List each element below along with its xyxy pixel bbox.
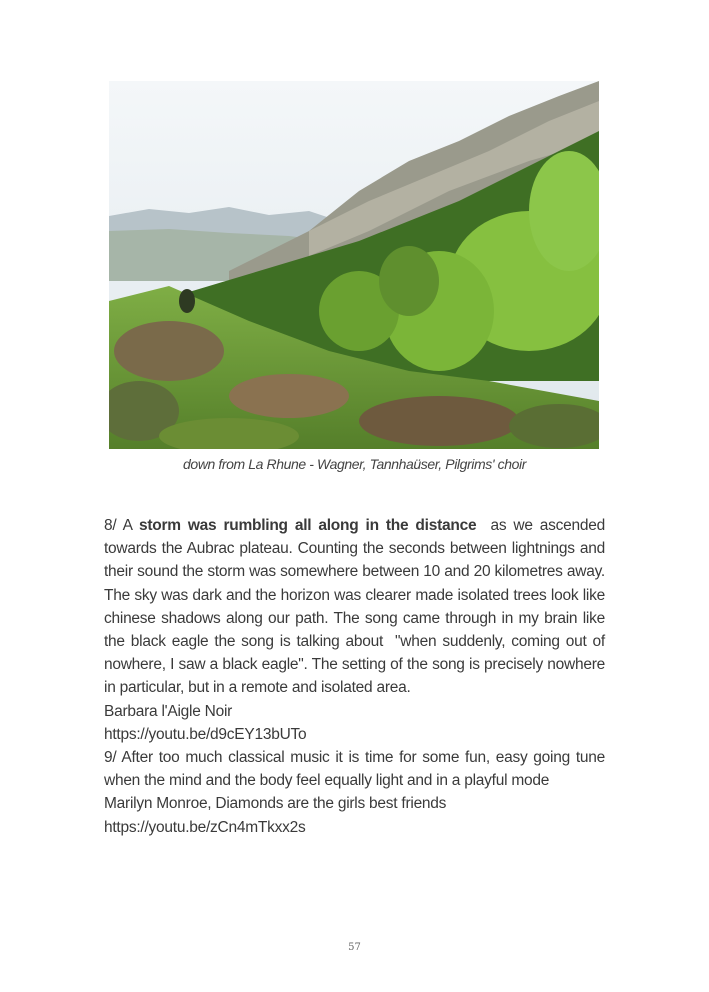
body-text <box>104 514 610 839</box>
section-8-paragraph <box>104 514 610 700</box>
section-8-bold-phrase: storm was rumbling all along in the distance <box>138 517 477 534</box>
section-9-link[interactable]: https://youtu.be/zCn4mTkxx2s <box>104 818 306 836</box>
photo-caption: down from La Rhune - Wagner, Tannhaüser, Pilgrims' choir <box>183 456 526 472</box>
section-8-text: as we ascended towards the Aubrac plateau. Counting the seconds between lightnings and their sound the storm was somewhere between 10 and 20 kilometres away. The sky was dark and the horizon was clearer made isolated trees look like chinese shadows along our path. The song came through in my brain like the black eagle the song is talking about "when suddenly, coming out of nowhere, I saw a black eagle". The setting of the song is precisely nowhere in particular, but in a remote and isolated area. <box>104 517 610 697</box>
section-8-song: Barbara l'Aigle Noir <box>104 702 233 720</box>
landscape-photo <box>109 81 599 449</box>
section-8-prefix: 8/ A <box>104 517 139 534</box>
section-9-paragraph: 9/ After too much classical music it is time for some fun, easy going tune when the mind and the body feel equally light and in a playful mode <box>104 749 605 790</box>
section-8-link[interactable]: https://youtu.be/d9cEY13bUTo <box>104 725 307 743</box>
page-number: 57 <box>348 942 361 953</box>
section-9-song: Marilyn Monroe, Diamonds are the girls best friends <box>104 795 447 813</box>
